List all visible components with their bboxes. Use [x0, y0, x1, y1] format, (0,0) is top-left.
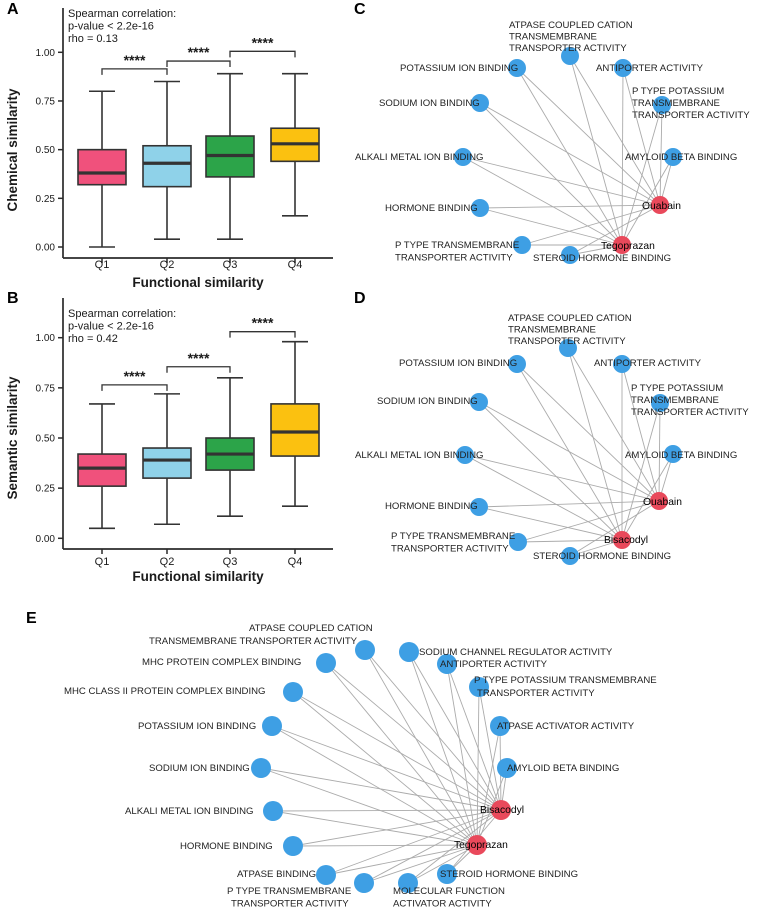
node-label-molecular-function-activator-activity: MOLECULAR FUNCTION — [393, 886, 505, 897]
node-label-atpase-coupled-cation-transmembrane-transporter-activity: TRANSPORTER ACTIVITY — [508, 336, 626, 347]
network-panel-E — [64, 623, 657, 910]
node-label-bisacodyl: Bisacodyl — [480, 805, 525, 816]
node-label-potassium-ion-binding: POTASSIUM ION BINDING — [400, 63, 519, 74]
panel-label-e: E — [26, 610, 37, 627]
edge-tegoprazan--p-type-potassium-transmembrane-transporter-activity — [477, 687, 479, 845]
stats-annotation-line: Spearman correlation: — [68, 8, 177, 20]
node-label-atpase-coupled-cation-transmembrane-transporter-activity: ATPASE COUPLED CATION — [508, 313, 632, 324]
y-axis-title: Semantic similarity — [5, 376, 20, 500]
node-label-amyloid-beta-binding: AMYLOID BETA BINDING — [625, 450, 738, 461]
edge-tegoprazan--atpase-coupled-cation-transmembrane-transporter-activity — [365, 650, 477, 845]
node-label-p-type-potassium-transmembrane-transporter-activity: TRANSPORTER ACTIVITY — [477, 688, 595, 699]
significance-stars: **** — [251, 314, 274, 331]
node-label-hormone-binding: HORMONE BINDING — [180, 841, 273, 852]
node-label-sodium-ion-binding: SODIUM ION BINDING — [379, 98, 480, 109]
node-label-antiporter-activity: ANTIPORTER ACTIVITY — [596, 63, 703, 74]
x-tick-label: Q2 — [159, 556, 175, 568]
node-label-antiporter-activity: ANTIPORTER ACTIVITY — [440, 659, 547, 670]
go-node-sodium-ion-binding — [251, 758, 271, 778]
stats-annotation-line: rho = 0.13 — [68, 33, 118, 45]
node-label-atpase-coupled-cation-transmembrane-transporter-activity: TRANSMEMBRANE — [509, 31, 597, 43]
go-node-hormone-binding — [283, 836, 303, 856]
edge-tegoprazan--mhc-class-ii-protein-complex-binding — [293, 692, 477, 845]
node-label-p-type-potassium-transmembrane-transporter-activity: P TYPE POTASSIUM — [631, 383, 724, 394]
node-label-sodium-ion-binding: SODIUM ION BINDING — [149, 763, 250, 774]
panel-label-a: A — [7, 1, 19, 18]
node-label-sodium-channel-regulator-activity: SODIUM CHANNEL REGULATOR ACTIVITY — [419, 647, 613, 658]
significance-stars: **** — [251, 34, 274, 51]
go-node-atpase-coupled-cation-transmembrane-transporter-activity — [355, 640, 375, 660]
x-tick-label: Q1 — [94, 556, 110, 568]
x-tick-label: Q3 — [222, 556, 238, 568]
stats-annotation-line: p-value < 2.2e-16 — [68, 20, 154, 33]
x-axis-title: Functional similarity — [132, 275, 264, 290]
node-label-amyloid-beta-binding: AMYLOID BETA BINDING — [507, 763, 620, 774]
y-tick-label: 0.25 — [35, 483, 55, 495]
y-tick-label: 0.25 — [35, 193, 55, 205]
stats-annotation-line: rho = 0.42 — [68, 333, 118, 345]
node-label-atpase-coupled-cation-transmembrane-transporter-activity: TRANSMEMBRANE TRANSPORTER ACTIVITY — [149, 636, 358, 647]
node-label-atpase-activator-activity: ATPASE ACTIVATOR ACTIVITY — [497, 721, 635, 732]
node-label-atpase-coupled-cation-transmembrane-transporter-activity: ATPASE COUPLED CATION — [509, 20, 633, 31]
edge-tegoprazan--alkali-metal-ion-binding — [273, 811, 477, 845]
edge-bisacodyl--alkali-metal-ion-binding — [273, 810, 501, 811]
node-label-ouabain: Ouabain — [643, 497, 682, 508]
x-tick-label: Q1 — [94, 259, 110, 271]
node-label-potassium-ion-binding: POTASSIUM ION BINDING — [138, 721, 257, 732]
node-label-steroid-hormone-binding: STEROID HORMONE BINDING — [533, 253, 672, 264]
panel-label-d: D — [354, 290, 366, 307]
edge-bisacodyl--potassium-ion-binding — [272, 726, 501, 810]
go-node-mhc-class-ii-protein-complex-binding — [283, 682, 303, 702]
node-label-p-type-potassium-transmembrane-transporter-activity: TRANSMEMBRANE — [631, 395, 719, 406]
node-label-ouabain: Ouabain — [642, 201, 681, 212]
go-node-atpase-binding — [316, 865, 336, 885]
node-label-p-type-potassium-transmembrane-transporter-activity: P TYPE POTASSIUM TRANSMEMBRANE — [474, 675, 657, 686]
node-label-p-type-transmembrane-transporter-activity: TRANSPORTER ACTIVITY — [395, 252, 513, 264]
x-axis-title: Functional similarity — [132, 569, 264, 584]
y-axis-title: Chemical similarity — [5, 88, 20, 212]
node-label-hormone-binding: HORMONE BINDING — [385, 203, 478, 214]
node-label-atpase-coupled-cation-transmembrane-transporter-activity: TRANSMEMBRANE — [508, 324, 596, 336]
y-tick-label: 0.75 — [35, 383, 55, 395]
node-label-atpase-binding: ATPASE BINDING — [237, 869, 317, 880]
node-label-tegoprazan: Tegoprazan — [454, 840, 508, 851]
y-tick-label: 1.00 — [35, 333, 55, 345]
node-label-bisacodyl: Bisacodyl — [604, 535, 649, 546]
node-label-sodium-ion-binding: SODIUM ION BINDING — [377, 396, 478, 407]
go-node-potassium-ion-binding — [262, 716, 282, 736]
edge-bisacodyl--mhc-class-ii-protein-complex-binding — [293, 692, 501, 810]
x-tick-label: Q2 — [159, 259, 175, 271]
y-tick-label: 0.50 — [35, 433, 55, 445]
significance-stars: **** — [123, 51, 146, 68]
node-label-atpase-coupled-cation-transmembrane-transporter-activity: ATPASE COUPLED CATION — [249, 623, 373, 634]
node-label-tegoprazan: Tegoprazan — [601, 241, 655, 252]
x-tick-label: Q4 — [287, 556, 303, 568]
node-label-p-type-potassium-transmembrane-transporter-activity: TRANSPORTER ACTIVITY — [632, 110, 750, 121]
node-label-p-type-transmembrane-transporter-activity: TRANSPORTER ACTIVITY — [391, 543, 509, 555]
node-label-p-type-potassium-transmembrane-transporter-activity: P TYPE POTASSIUM — [632, 86, 725, 97]
node-label-amyloid-beta-binding: AMYLOID BETA BINDING — [625, 152, 738, 163]
stats-annotation-line: p-value < 2.2e-16 — [68, 320, 154, 333]
node-label-potassium-ion-binding: POTASSIUM ION BINDING — [399, 358, 518, 369]
node-label-steroid-hormone-binding: STEROID HORMONE BINDING — [533, 551, 672, 562]
significance-stars: **** — [123, 367, 146, 384]
node-label-alkali-metal-ion-binding: ALKALI METAL ION BINDING — [355, 152, 484, 163]
panel-label-c: C — [354, 1, 366, 18]
y-tick-label: 0.00 — [35, 242, 55, 254]
node-label-p-type-transmembrane-transporter-activity: P TYPE TRANSMEMBRANE — [227, 886, 352, 897]
significance-stars: **** — [187, 349, 210, 366]
y-tick-label: 0.00 — [35, 533, 55, 545]
node-label-alkali-metal-ion-binding: ALKALI METAL ION BINDING — [125, 806, 254, 817]
node-label-p-type-transmembrane-transporter-activity: P TYPE TRANSMEMBRANE — [391, 531, 516, 542]
y-tick-label: 0.50 — [35, 145, 55, 157]
y-tick-label: 0.75 — [35, 96, 55, 108]
node-label-p-type-transmembrane-transporter-activity: TRANSPORTER ACTIVITY — [231, 898, 349, 910]
edge-bisacodyl--atpase-coupled-cation-transmembrane-transporter-activity — [365, 650, 501, 810]
node-label-p-type-potassium-transmembrane-transporter-activity: TRANSMEMBRANE — [632, 98, 720, 109]
node-label-alkali-metal-ion-binding: ALKALI METAL ION BINDING — [355, 450, 484, 461]
significance-stars: **** — [187, 44, 210, 61]
x-tick-label: Q4 — [287, 259, 303, 271]
go-node-p-type-transmembrane-transporter-activity — [354, 873, 374, 893]
node-label-molecular-function-activator-activity: ACTIVATOR ACTIVITY — [393, 898, 492, 910]
edge-tegoprazan--potassium-ion-binding — [272, 726, 477, 845]
stats-annotation-line: Spearman correlation: — [68, 308, 177, 320]
panel-label-b: B — [7, 290, 19, 307]
go-node-sodium-channel-regulator-activity — [399, 642, 419, 662]
node-label-steroid-hormone-binding: STEROID HORMONE BINDING — [440, 869, 579, 880]
go-node-alkali-metal-ion-binding — [263, 801, 283, 821]
node-label-antiporter-activity: ANTIPORTER ACTIVITY — [594, 358, 701, 369]
x-tick-label: Q3 — [222, 259, 238, 271]
node-label-hormone-binding: HORMONE BINDING — [385, 501, 478, 512]
node-label-p-type-transmembrane-transporter-activity: P TYPE TRANSMEMBRANE — [395, 240, 520, 251]
edge-tegoprazan--hormone-binding — [293, 845, 477, 846]
edge-tegoprazan--sodium-channel-regulator-activity — [409, 652, 477, 845]
y-tick-label: 1.00 — [35, 47, 55, 59]
node-label-mhc-class-ii-protein-complex-binding: MHC CLASS II PROTEIN COMPLEX BINDING — [64, 686, 266, 697]
go-node-mhc-protein-complex-binding — [316, 653, 336, 673]
node-label-mhc-protein-complex-binding: MHC PROTEIN COMPLEX BINDING — [142, 657, 302, 668]
node-label-p-type-potassium-transmembrane-transporter-activity: TRANSPORTER ACTIVITY — [631, 407, 749, 418]
node-label-atpase-coupled-cation-transmembrane-transporter-activity: TRANSPORTER ACTIVITY — [509, 43, 627, 54]
